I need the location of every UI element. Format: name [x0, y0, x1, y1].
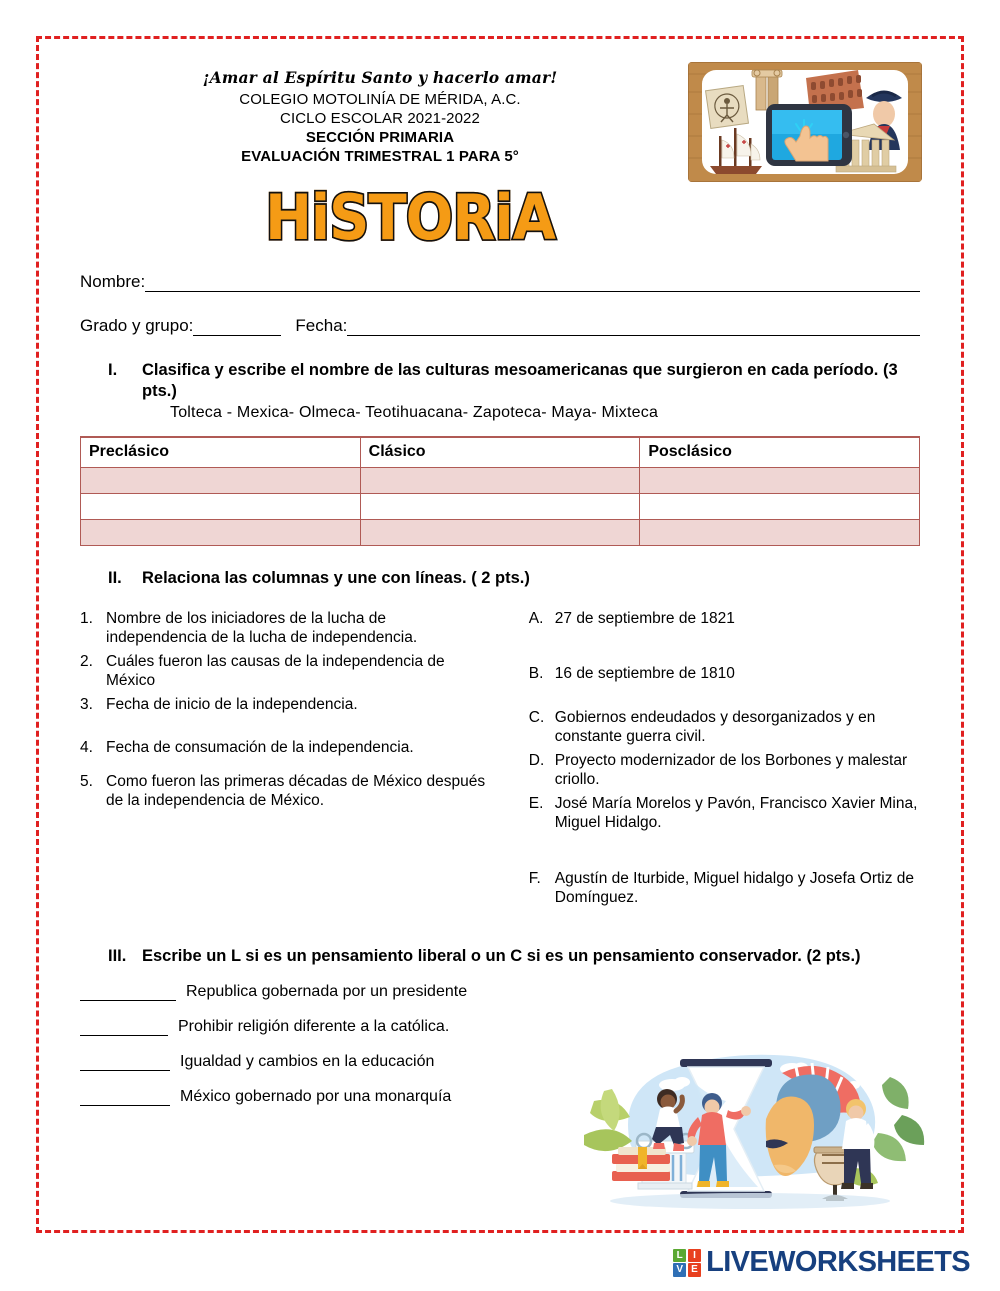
name-input[interactable]: [145, 277, 920, 292]
matching-right-text: José María Morelos y Pavón, Francisco Xavier Mina, Miguel Hidalgo.: [554, 794, 918, 831]
matching-right-text: 27 de septiembre de 1821: [554, 609, 735, 627]
matching-left-text: Nombre de los iniciadores de la lucha de independencia de la lucha de independencia.: [106, 609, 418, 646]
grade-input[interactable]: [193, 321, 281, 336]
name-field-row: [80, 272, 920, 292]
matching-columns: [80, 609, 920, 912]
worksheet-sheet: [52, 52, 948, 1217]
section-1-heading: [80, 360, 920, 402]
logo-cell-v: V: [673, 1263, 686, 1276]
matching-left-text: Fecha de consumación de la independencia.: [106, 739, 414, 756]
matching-right-item[interactable]: [529, 664, 920, 684]
matching-right-key: D.: [528, 751, 545, 769]
matching-right-item[interactable]: [529, 751, 920, 790]
matching-left-text: Como fueron las primeras décadas de México después de la independencia de México.: [106, 772, 486, 809]
matching-left-item[interactable]: [80, 738, 489, 758]
matching-left-item[interactable]: [80, 609, 489, 648]
page-title: HiSTORiA: [265, 182, 555, 255]
matching-left-item[interactable]: [80, 772, 489, 811]
logo-cell-l: L: [673, 1249, 686, 1262]
table-header-clasico: Clásico: [360, 437, 640, 467]
school-motto: ¡Amar al Espíritu Santo y hacerlo amar!: [202, 68, 558, 87]
table-header-row: [81, 437, 920, 467]
table-cell-answer[interactable]: [81, 493, 361, 519]
school-section: SECCIÓN PRIMARIA: [305, 129, 455, 146]
table-header-preclasico: Preclásico: [81, 437, 361, 467]
matching-right-key: C.: [528, 708, 545, 726]
answer-blank-input[interactable]: [80, 987, 176, 1001]
matching-left-key: 1.: [80, 609, 93, 627]
matching-left-key: 3.: [80, 695, 93, 713]
table-cell-answer[interactable]: [81, 519, 361, 545]
section-2: [80, 568, 920, 912]
matching-right-key: B.: [528, 665, 544, 682]
matching-right-item[interactable]: [529, 609, 920, 629]
table-cell-answer[interactable]: [640, 493, 920, 519]
logo-cell-e: E: [688, 1263, 701, 1276]
logo-cell-i: I: [688, 1249, 701, 1262]
matching-left-key: 5.: [80, 772, 93, 790]
section-2-title: Relaciona las columnas y une con líneas. ( 2 pts.): [142, 568, 530, 587]
ancient-history-illustration: [550, 1023, 940, 1213]
grade-label: Grado y grupo:: [80, 316, 194, 335]
liveworksheets-wordmark: LIVEWORKSHEETS: [706, 1246, 970, 1278]
matching-right-item[interactable]: [529, 794, 920, 833]
list-item-label: Prohibir religión diferente a la católica.: [178, 1017, 450, 1035]
list-item-label: Republica gobernada por un presidente: [186, 982, 468, 1000]
list-item-label: México gobernado por una monarquía: [180, 1087, 452, 1105]
table-cell-answer[interactable]: [360, 467, 640, 493]
student-fields: [80, 272, 920, 336]
section-1-word-bank: Tolteca - Mexica- Olmeca- Teotihuacana- Zapoteca- Maya- Mixteca: [170, 404, 659, 421]
liveworksheets-mark-icon: [673, 1249, 701, 1277]
table-row: [81, 493, 920, 519]
table-cell-answer[interactable]: [640, 519, 920, 545]
school-cycle: CICLO ESCOLAR 2021-2022: [280, 110, 480, 127]
matching-left-item[interactable]: [80, 652, 489, 691]
answer-blank-input[interactable]: [80, 1057, 170, 1071]
table-cell-answer[interactable]: [81, 467, 361, 493]
section-2-heading: [80, 568, 920, 589]
grade-date-field-row: [80, 316, 920, 336]
matching-right-text: Proyecto modernizador de los Borbones y malestar criollo.: [554, 751, 908, 788]
matching-left-text: Cuáles fueron las causas de la independencia de México: [106, 652, 445, 689]
list-item: [80, 983, 920, 1001]
history-collage-image: [688, 62, 922, 182]
matching-right-item[interactable]: [529, 869, 920, 908]
date-label: Fecha:: [295, 316, 348, 335]
matching-right-text: Gobiernos endeudados y desorganizados y en constante guerra civil.: [554, 708, 876, 745]
worksheet-title-wrap: [80, 182, 920, 255]
section-2-number: II.: [108, 568, 122, 587]
classification-table: [80, 436, 920, 546]
table-cell-answer[interactable]: [360, 493, 640, 519]
matching-right-key: A.: [528, 609, 544, 627]
school-name: COLEGIO MOTOLINÍA DE MÉRIDA, A.C.: [239, 91, 521, 108]
matching-right-item[interactable]: [529, 708, 920, 747]
matching-left-key: 2.: [80, 652, 93, 670]
matching-right-text: Agustín de Iturbide, Miguel hidalgo y Josefa Ortiz de Domínguez.: [554, 869, 915, 906]
section-3-heading: [80, 946, 920, 967]
matching-right-key: E.: [528, 794, 544, 812]
table-header-posclasico: Posclásico: [640, 437, 920, 467]
matching-left-key: 4.: [80, 739, 93, 756]
matching-left-item[interactable]: [80, 695, 489, 715]
matching-right-column: [511, 609, 920, 912]
section-3-number: III.: [108, 946, 127, 965]
exam-title: EVALUACIÓN TRIMESTRAL 1 PARA 5°: [241, 148, 519, 165]
liveworksheets-logo[interactable]: [673, 1246, 970, 1279]
matching-left-column: [80, 609, 489, 912]
matching-right-key: F.: [528, 869, 541, 887]
list-item-label: Igualdad y cambios en la educación: [180, 1052, 435, 1070]
matching-right-text: 16 de septiembre de 1810: [554, 665, 735, 682]
date-input[interactable]: [347, 321, 920, 336]
table-cell-answer[interactable]: [640, 467, 920, 493]
matching-left-text: Fecha de inicio de la independencia.: [106, 695, 358, 713]
section-1: [80, 360, 920, 546]
table-row: [81, 467, 920, 493]
answer-blank-input[interactable]: [80, 1092, 170, 1106]
section-1-title: Clasifica y escribe el nombre de las culturas mesoamericanas que surgieron en cada período. (3 pts.): [142, 361, 898, 400]
name-label: Nombre:: [80, 272, 146, 291]
answer-blank-input[interactable]: [80, 1022, 168, 1036]
worksheet-header: [80, 62, 920, 184]
table-row: [81, 519, 920, 545]
section-1-number: I.: [108, 361, 118, 379]
section-3-title: Escribe un L si es un pensamiento liberal o un C si es un pensamiento conservador. (2 pts.): [142, 946, 861, 965]
table-cell-answer[interactable]: [360, 519, 640, 545]
